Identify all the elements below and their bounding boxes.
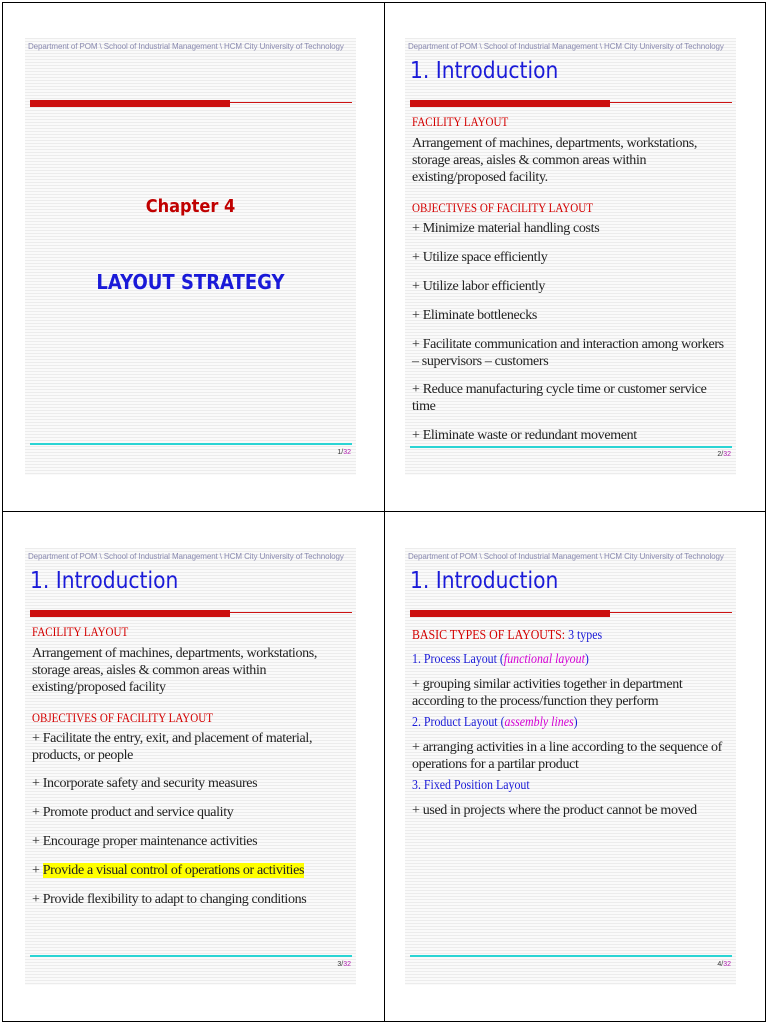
layout-type-close: ) (584, 652, 589, 667)
page-current: 3 (337, 961, 342, 968)
layout-type-name: 3. Fixed Position Layout (412, 778, 530, 793)
list-item: + Incorporate safety and security measures (32, 776, 258, 791)
slide-1 (25, 38, 356, 475)
footer-rule (30, 443, 352, 445)
header-rule-accent (410, 610, 610, 617)
slide-content (412, 114, 730, 444)
list-item: + Facilitate the entry, exit, and placement of material, products, or people (32, 731, 313, 763)
header-rule-accent (30, 100, 230, 107)
page-number: 4/32 (717, 961, 731, 968)
layout-type-desc: + arranging activities in a line according to the sequence of operations for a partilar product (412, 740, 722, 772)
section-heading: FACILITY LAYOUT (32, 624, 129, 639)
page-current: 1 (337, 449, 342, 456)
layout-type-heading (412, 778, 682, 794)
slide-title: 1. Introduction (30, 568, 179, 594)
header-rule-accent (410, 100, 610, 107)
page-total: 32 (723, 451, 731, 458)
section-heading: OBJECTIVES OF FACILITY LAYOUT (412, 200, 594, 215)
grid-border-left (2, 2, 3, 1022)
page-current: 2 (717, 451, 722, 458)
slide-4 (405, 548, 736, 985)
slide-2 (405, 38, 736, 475)
section-heading: FACILITY LAYOUT (412, 114, 509, 129)
page-total: 32 (343, 961, 351, 968)
layout-type-desc: + used in projects where the product cannot be moved (412, 803, 697, 818)
slide-content (32, 624, 350, 908)
list-item: + Eliminate bottlenecks (412, 308, 538, 323)
layout-type-open: ( (496, 652, 504, 667)
list-item (32, 862, 350, 879)
chapter-subtitle: LAYOUT STRATEGY (96, 270, 285, 294)
layout-type-name: 2. Product Layout (412, 715, 498, 730)
page-number: 1/32 (337, 449, 351, 456)
list-item: + Minimize material handling costs (412, 221, 600, 236)
slide-header: Department of POM \ School of Industrial Management \ HCM City University of Technology (408, 552, 724, 561)
list-item: + Encourage proper maintenance activities (32, 834, 258, 849)
layout-type-name: 1. Process Layout (412, 652, 497, 667)
page-number: 2/32 (717, 451, 731, 458)
list-item: + Provide flexibility to adapt to changing conditions (32, 892, 307, 907)
basic-types-count: 3 types (565, 628, 603, 643)
layout-type-open: ( (497, 715, 505, 730)
definition-text: Arrangement of machines, departments, workstations, storage areas, aisles & common areas within existing/proposed facility. (412, 136, 698, 185)
page-total: 32 (343, 449, 351, 456)
layout-type-close: ) (573, 715, 578, 730)
list-item: + Eliminate waste or redundant movement (412, 428, 637, 443)
slide-header: Department of POM \ School of Industrial Management \ HCM City University of Technology (28, 552, 344, 561)
basic-types-heading (412, 628, 682, 644)
list-item: + Facilitate communication and interaction among workers – supervisors – customers (412, 337, 724, 369)
layout-type-heading (412, 652, 682, 668)
page-total: 32 (723, 961, 731, 968)
footer-rule (410, 446, 732, 448)
header-rule-accent (30, 610, 230, 617)
slide-header: Department of POM \ School of Industrial Management \ HCM City University of Technology (408, 42, 724, 51)
list-item: + Promote product and service quality (32, 805, 234, 820)
footer-rule (30, 955, 352, 957)
chapter-title: Chapter 4 (145, 196, 236, 217)
layout-type-heading (412, 715, 682, 731)
list-item-prefix: + (32, 863, 43, 878)
list-item: + Utilize space efficiently (412, 250, 548, 265)
grid-border-right (765, 2, 766, 1022)
section-heading: OBJECTIVES OF FACILITY LAYOUT (32, 710, 214, 725)
slide-header: Department of POM \ School of Industrial Management \ HCM City University of Technology (28, 42, 344, 51)
layout-type-desc: + grouping similar activities together in department according to the process/function they perform (412, 677, 683, 709)
layout-type-alt: assembly lines (504, 715, 574, 730)
highlighted-text: Provide a visual control of operations or activities (42, 863, 305, 878)
grid-divider-horizontal (2, 511, 766, 512)
list-item: + Utilize labor efficiently (412, 279, 546, 294)
slide-title: 1. Introduction (410, 58, 559, 84)
footer-rule (410, 955, 732, 957)
layout-type-alt: functional layout (503, 652, 585, 667)
grid-divider-vertical (384, 2, 385, 1022)
page-number: 3/32 (337, 961, 351, 968)
slide-3 (25, 548, 356, 985)
list-item: + Reduce manufacturing cycle time or customer service time (412, 382, 707, 414)
slide-content (412, 628, 730, 819)
definition-text: Arrangement of machines, departments, workstations, storage areas, aisles & common areas within existing/proposed facility (32, 646, 318, 695)
slide-title: 1. Introduction (410, 568, 559, 594)
page-current: 4 (717, 961, 722, 968)
basic-types-label: BASIC TYPES OF LAYOUTS: (412, 628, 566, 643)
